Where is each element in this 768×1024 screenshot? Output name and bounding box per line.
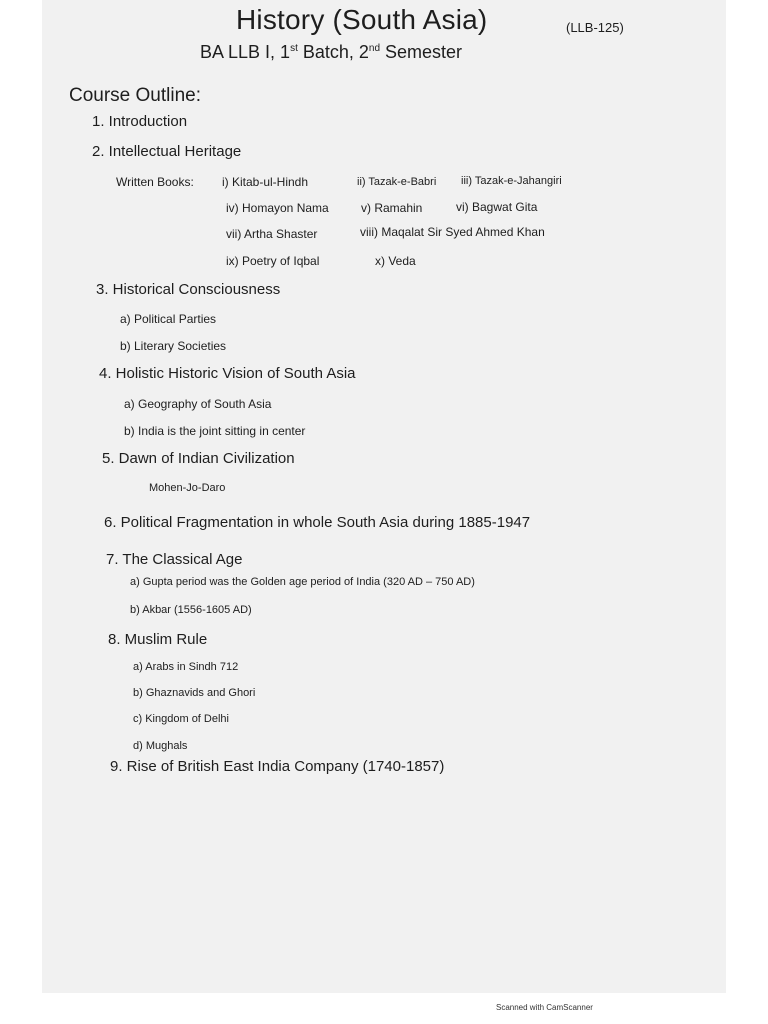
item-political-fragmentation: 6. Political Fragmentation in whole South Asia during 1885-1947: [104, 514, 531, 531]
item-holistic-vision: 4. Holistic Historic Vision of South Asia: [99, 365, 356, 382]
document-title: History (South Asia): [236, 4, 488, 35]
sub-item: a) Gupta period was the Golden age period of India (320 AD – 750 AD): [130, 576, 475, 588]
item-classical-age: 7. The Classical Age: [106, 551, 243, 568]
document-subtitle: BA LLB I, 1st Batch, 2nd Semester: [200, 42, 463, 62]
sub-item: b) Literary Societies: [120, 339, 227, 353]
sub-item: a) Arabs in Sindh 712: [133, 661, 239, 673]
book-item: iii) Tazak-e-Jahangiri: [461, 175, 562, 187]
sub-item: d) Mughals: [133, 740, 188, 752]
sub-item: a) Political Parties: [120, 312, 217, 326]
book-item: x) Veda: [375, 254, 416, 268]
sub-item: c) Kingdom of Delhi: [133, 713, 229, 725]
sub-item: a) Geography of South Asia: [124, 397, 272, 411]
books-label: Written Books:: [116, 175, 194, 189]
course-code: (LLB-125): [566, 20, 624, 35]
sub-item: Mohen-Jo-Daro: [149, 482, 226, 494]
book-item: ix) Poetry of Iqbal: [226, 254, 320, 268]
book-item: viii) Maqalat Sir Syed Ahmed Khan: [360, 225, 545, 239]
item-muslim-rule: 8. Muslim Rule: [108, 631, 208, 648]
item-intellectual-heritage: 2. Intellectual Heritage: [92, 143, 242, 160]
sub-item: b) India is the joint sitting in center: [124, 424, 306, 438]
item-historical-consciousness: 3. Historical Consciousness: [96, 281, 281, 298]
scanner-watermark: Scanned with CamScanner: [496, 1003, 593, 1012]
book-item: vii) Artha Shaster: [226, 227, 318, 241]
sub-item: b) Ghaznavids and Ghori: [133, 687, 256, 699]
item-dawn-of-civilization: 5. Dawn of Indian Civilization: [102, 450, 295, 467]
book-item: vi) Bagwat Gita: [456, 200, 538, 214]
sub-item: b) Akbar (1556-1605 AD): [130, 604, 252, 616]
book-item: ii) Tazak-e-Babri: [357, 176, 437, 188]
book-item: iv) Homayon Nama: [226, 201, 329, 215]
item-british-east-india: 9. Rise of British East India Company (1740-1857): [110, 758, 445, 775]
book-item: i) Kitab-ul-Hindh: [222, 175, 309, 189]
outline-heading: Course Outline:: [69, 85, 202, 106]
item-introduction: 1. Introduction: [92, 113, 188, 130]
book-item: v) Ramahin: [361, 201, 423, 215]
